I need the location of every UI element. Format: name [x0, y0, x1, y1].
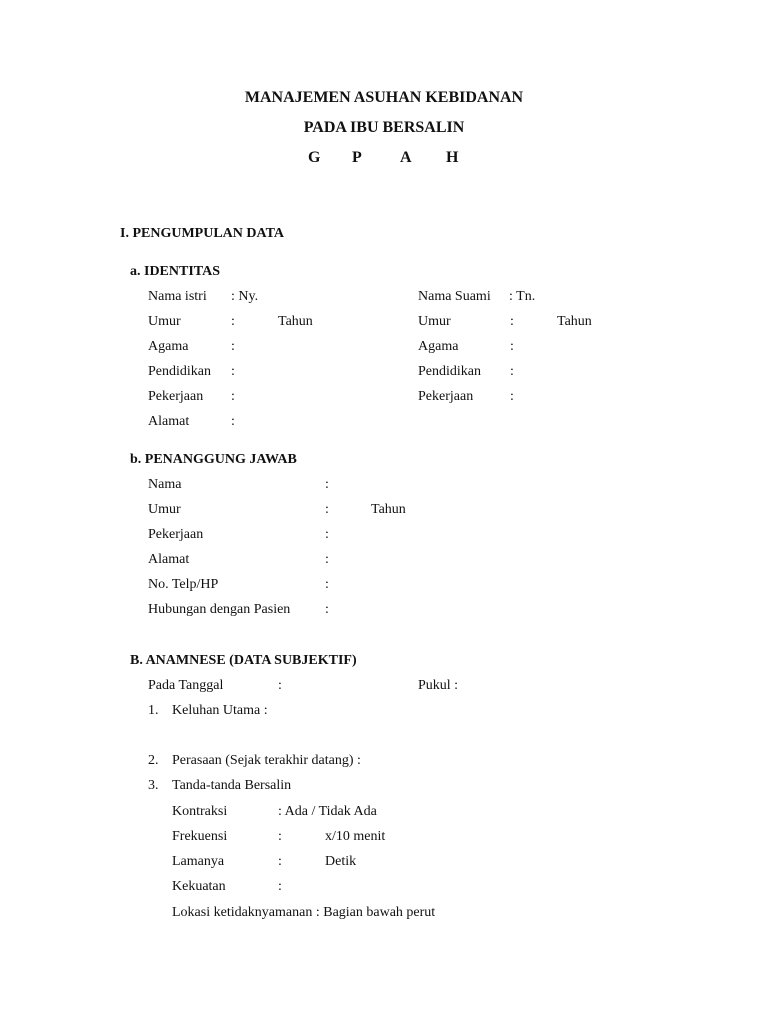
colon-pekerjaan-suami: : [510, 389, 514, 404]
label-pendidikan-suami: Pendidikan [418, 364, 481, 379]
gpah-p: P [352, 149, 362, 166]
label-pj-hubungan: Hubungan dengan Pasien [148, 602, 291, 617]
label-agama-suami: Agama [418, 339, 459, 354]
label-pukul: Pukul : [418, 678, 459, 693]
colon-pekerjaan-istri: : [231, 389, 235, 404]
subsection-heading-identitas: a. IDENTITAS [130, 264, 220, 279]
label-frekuensi: Frekuensi [172, 829, 228, 844]
label-pekerjaan-istri: Pekerjaan [148, 389, 204, 404]
value-umur-istri: Tahun [278, 314, 313, 329]
label-lamanya: Lamanya [172, 854, 225, 869]
label-pada-tanggal: Pada Tanggal [148, 678, 224, 693]
label-pendidikan-istri: Pendidikan [148, 364, 211, 379]
value-kontraksi: : Ada / Tidak Ada [278, 804, 377, 819]
label-pj-pekerjaan: Pekerjaan [148, 527, 204, 542]
label-umur-suami: Umur [418, 314, 451, 329]
gpah-a: A [400, 149, 412, 166]
colon-alamat-istri: : [231, 414, 235, 429]
list-number-1: 1. [148, 703, 159, 718]
colon-pj-pekerjaan: : [325, 527, 329, 542]
colon-pendidikan-suami: : [510, 364, 514, 379]
list-item-perasaan: Perasaan (Sejak terakhir datang) : [172, 753, 361, 768]
label-pj-alamat: Alamat [148, 552, 190, 567]
colon-umur-suami: : [510, 314, 514, 329]
label-nama-istri: Nama istri [148, 289, 207, 304]
label-agama-istri: Agama [148, 339, 189, 354]
colon-pj-nama: : [325, 477, 329, 492]
section-heading-pengumpulan: I. PENGUMPULAN DATA [120, 226, 284, 241]
section-heading-anamnese: B. ANAMNESE (DATA SUBJEKTIF) [130, 653, 357, 668]
colon-pendidikan-istri: : [231, 364, 235, 379]
colon-pj-alamat: : [325, 552, 329, 567]
value-frekuensi: x/10 menit [325, 829, 386, 844]
colon-agama-suami: : [510, 339, 514, 354]
colon-pj-hubungan: : [325, 602, 329, 617]
colon-umur-istri: : [231, 314, 235, 329]
gpah-g: G [308, 149, 321, 166]
colon-lamanya: : [278, 854, 282, 869]
label-umur-istri: Umur [148, 314, 181, 329]
label-pj-umur: Umur [148, 502, 181, 517]
value-lamanya: Detik [325, 854, 357, 869]
label-pj-nama: Nama [148, 477, 182, 492]
value-pj-umur: Tahun [371, 502, 406, 517]
document-title: MANAJEMEN ASUHAN KEBIDANAN [244, 89, 524, 106]
label-kontraksi: Kontraksi [172, 804, 228, 819]
colon-pj-telp: : [325, 577, 329, 592]
label-lokasi-ketidaknyamanan: Lokasi ketidaknyamanan : Bagian bawah perut [172, 905, 436, 920]
label-kekuatan: Kekuatan [172, 879, 226, 894]
list-number-2: 2. [148, 753, 159, 768]
label-pj-telp: No. Telp/HP [148, 577, 219, 592]
colon-frekuensi: : [278, 829, 282, 844]
colon-agama-istri: : [231, 339, 235, 354]
colon-pada-tanggal: : [278, 678, 282, 693]
subsection-heading-penanggung-jawab: b. PENANGGUNG JAWAB [130, 452, 297, 467]
colon-kekuatan: : [278, 879, 282, 894]
value-nama-suami: : Tn. [509, 289, 536, 304]
label-alamat-istri: Alamat [148, 414, 190, 429]
colon-pj-umur: : [325, 502, 329, 517]
label-nama-suami: Nama Suami [418, 289, 491, 304]
value-umur-suami: Tahun [557, 314, 592, 329]
list-number-3: 3. [148, 778, 159, 793]
document-subtitle: PADA IBU BERSALIN [303, 119, 465, 136]
gpah-h: H [446, 149, 459, 166]
list-item-tanda-bersalin: Tanda-tanda Bersalin [172, 778, 292, 793]
list-item-keluhan-utama: Keluhan Utama : [172, 703, 268, 718]
label-pekerjaan-suami: Pekerjaan [418, 389, 474, 404]
value-nama-istri: : Ny. [231, 289, 259, 304]
